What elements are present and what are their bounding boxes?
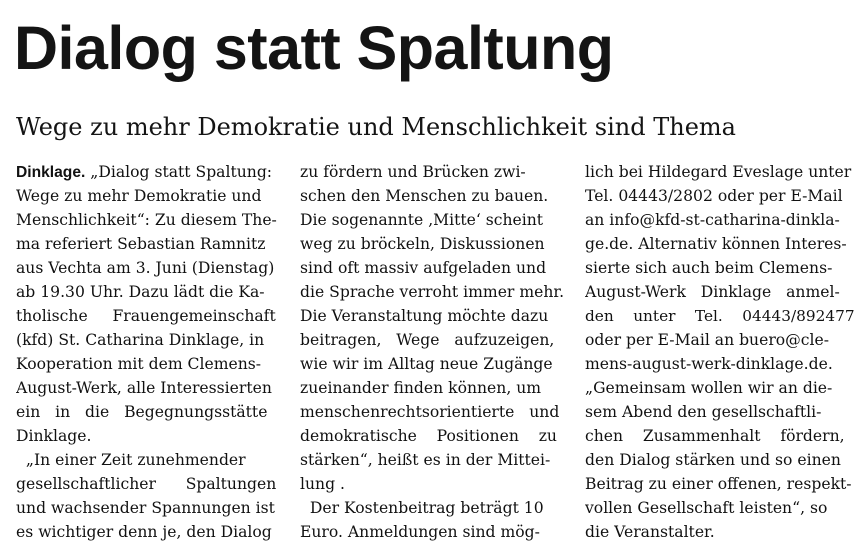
article-line-text: sem Abend den gesellschaftli- [585, 403, 822, 421]
article-line [300, 304, 570, 328]
article-line-text: ein in die Begegnungsstätte [16, 403, 268, 421]
article-line-text: August-Werk Dinklage anmel- [585, 283, 840, 301]
article-line-text: die Sprache verroht immer mehr. [300, 283, 565, 301]
article-line-text: lich bei Hildegard Eveslage unter [585, 163, 852, 181]
article-line [16, 304, 286, 328]
article-line-text: Menschlichkeit“: Zu diesem The- [16, 211, 277, 229]
article-line [300, 376, 570, 400]
article-line [585, 304, 855, 328]
article-line-text: August-Werk, alle Interessierten [16, 379, 272, 397]
article-line-text: stärken“, heißt es in der Mittei- [300, 451, 551, 469]
article-line-text: zu fördern und Brücken zwi- [300, 163, 526, 181]
article-line-text: gesellschaftlicher Spaltungen [16, 475, 277, 493]
article-line-text: (kfd) St. Catharina Dinklage, in [16, 331, 265, 349]
article-line [16, 160, 286, 184]
article-line-text: oder per E-Mail an buero@cle- [585, 331, 829, 349]
article-line [16, 448, 286, 472]
article-line-text: menschenrechtsorientierte und [300, 403, 560, 421]
article-line-text: Die sogenannte ‚Mitte‘ scheint [300, 211, 544, 229]
article-line-text: Tel. 04443/2802 oder per E-Mail [585, 187, 843, 205]
article-line [300, 184, 570, 208]
article-line [585, 160, 855, 184]
article-line-text: ab 19.30 Uhr. Dazu lädt die Ka- [16, 283, 265, 301]
article-line-text: aus Vechta am 3. Juni (Dienstag) [16, 259, 275, 277]
article-line [300, 448, 570, 472]
article-line-text: chen Zusammenhalt fördern, [585, 427, 845, 445]
article-line-text: Beitrag zu einer offenen, respekt- [585, 475, 852, 493]
article-line [585, 424, 855, 448]
article-line [300, 328, 570, 352]
article-line [585, 496, 855, 520]
article-line [16, 472, 286, 496]
article-line-text: wie wir im Alltag neue Zugänge [300, 355, 553, 373]
article-subheadline: Wege zu mehr Demokratie und Menschlichkeit sind Thema [16, 113, 736, 141]
article-line [585, 448, 855, 472]
article-line-text: „In einer Zeit zunehmender [16, 451, 246, 469]
article-line-text: „Gemeinsam wollen wir an die- [585, 379, 833, 397]
article-line [585, 472, 855, 496]
article-line [16, 208, 286, 232]
article-line [585, 400, 855, 424]
article-column-2 [300, 160, 570, 544]
article-line [585, 280, 855, 304]
article-line [585, 256, 855, 280]
article-line-text: die Veranstalter. [585, 523, 715, 541]
article-line [585, 352, 855, 376]
article-line [300, 256, 570, 280]
article-line [16, 520, 286, 544]
article-line-text: mens-august-werk-dinklage.de. [585, 355, 833, 373]
article-line [300, 280, 570, 304]
article-line-text: vollen Gesellschaft leisten“, so [585, 499, 828, 517]
article-line [16, 496, 286, 520]
article-line-text: „Dialog statt Spaltung: [85, 163, 273, 181]
article-line [585, 208, 855, 232]
article-line [300, 400, 570, 424]
article-column-3 [585, 160, 855, 544]
article-line-text: an info@kfd-st-catharina-dinkla- [585, 211, 840, 229]
article-line [16, 352, 286, 376]
article-line-text: Kooperation mit dem Clemens- [16, 355, 262, 373]
article-line [16, 184, 286, 208]
article-line-text: demokratische Positionen zu [300, 427, 557, 445]
article-line [300, 352, 570, 376]
article-line [16, 376, 286, 400]
article-line-text: Euro. Anmeldungen sind mög- [300, 523, 540, 541]
article-line-text: sind oft massiv aufgeladen und [300, 259, 547, 277]
article-line-text: beitragen, Wege aufzuzeigen, [300, 331, 555, 349]
article-line [585, 232, 855, 256]
article-line [585, 520, 855, 544]
article-line [300, 208, 570, 232]
article-line-text: tholische Frauengemeinschaft [16, 307, 276, 325]
article-line-text: weg zu bröckeln, Diskussionen [300, 235, 545, 253]
article-line-text: Die Veranstaltung möchte dazu [300, 307, 549, 325]
article-line-text: zueinander finden können, um [300, 379, 542, 397]
article-line [16, 328, 286, 352]
article-line-text: und wachsender Spannungen ist [16, 499, 275, 517]
article-line [585, 328, 855, 352]
article-line [16, 280, 286, 304]
article-line [300, 424, 570, 448]
article-line-text: schen den Menschen zu bauen. [300, 187, 549, 205]
article-line-text: Der Kostenbeitrag beträgt 10 [300, 499, 544, 517]
article-line [300, 232, 570, 256]
article-line [585, 184, 855, 208]
article-line [16, 256, 286, 280]
article-line-text: den Dialog stärken und so einen [585, 451, 841, 469]
article-line-text: es wichtiger denn je, den Dialog [16, 523, 272, 541]
article-line [300, 160, 570, 184]
article-line [16, 232, 286, 256]
article-line-text: Wege zu mehr Demokratie und [16, 187, 262, 205]
article-line [300, 472, 570, 496]
article-line-text: lung . [300, 475, 345, 493]
article-column-1 [16, 160, 286, 544]
article-line [16, 400, 286, 424]
article-headline: Dialog statt Spaltung [14, 14, 614, 82]
article-line-text: ma referiert Sebastian Ramnitz [16, 235, 266, 253]
article-line-text: sierte sich auch beim Clemens- [585, 259, 833, 277]
article-line [300, 496, 570, 520]
article-line [585, 376, 855, 400]
article-line-text: Dinklage. [16, 427, 92, 445]
article-dateline: Dinklage. [16, 164, 86, 181]
article-line [16, 424, 286, 448]
article-line-text: den unter Tel. 04443/892477 [585, 307, 855, 325]
article-line-text: ge.de. Alternativ können Interes- [585, 235, 847, 253]
article-line [300, 520, 570, 544]
